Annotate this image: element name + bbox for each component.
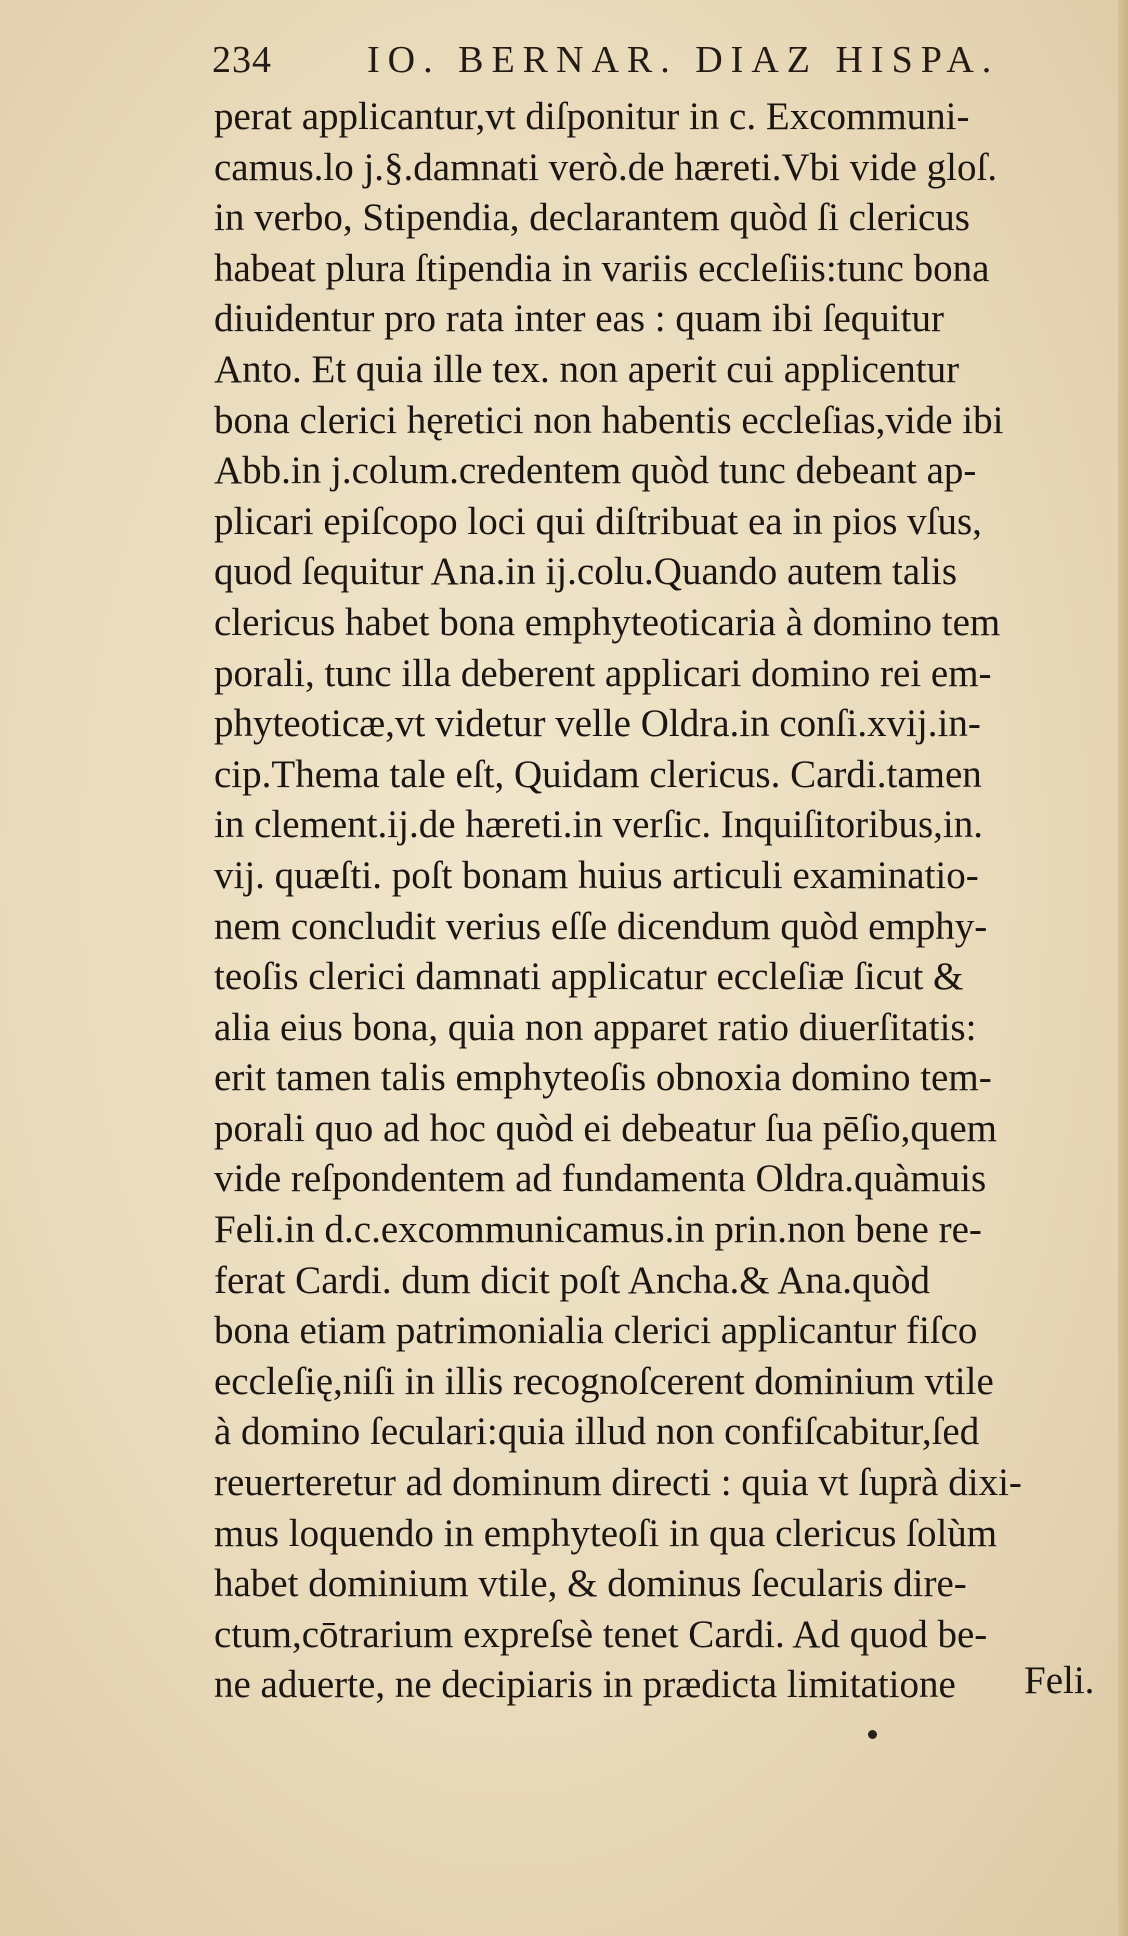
text-line: Anto. Et quia ille tex. non aperit cui applicentur [214, 347, 960, 391]
text-line: eccleſię,niſi in illis recognoſcerent dominium vtile [214, 1359, 994, 1403]
ink-dot [868, 1730, 877, 1739]
text-line: vij. quæſti. poſt bonam huius articuli examinatio- [214, 853, 979, 897]
catchword: Feli. [1024, 1659, 1095, 1702]
page-edge [1118, 0, 1128, 1936]
text-line: bona etiam patrimonialia clerici applicantur fiſco [214, 1309, 978, 1353]
page-number: 234 [212, 39, 272, 81]
text-line: bona clerici hęretici non habentis eccleſias,vide ibi [214, 398, 1004, 442]
text-line: porali quo ad hoc quòd ei debeatur ſua pēſio,quem [214, 1106, 998, 1150]
text-line: Feli.in d.c.excommunicamus.in prin.non bene re- [214, 1208, 982, 1252]
text-line: diuidentur pro rata inter eas : quam ibi ſequitur [214, 297, 944, 341]
page-header [212, 38, 1092, 98]
text-line: in clement.ij.de hæreti.in verſic. Inquiſitoribus,in. [214, 803, 984, 847]
text-line: teoſis clerici damnati applicatur eccleſiæ ſicut & [214, 955, 964, 999]
text-line: erit tamen talis emphyteoſis obnoxia domino tem- [214, 1056, 992, 1100]
text-line: clericus habet bona emphyteoticaria à domino tem [214, 600, 1001, 644]
text-line: plicari epiſcopo loci qui diſtribuat ea in pios vſus, [214, 499, 982, 543]
text-line: mus loquendo in emphyteoſi in qua clericus ſolùm [214, 1511, 998, 1555]
text-line: cip.Thema tale eſt, Quidam clericus. Cardi.tamen [214, 752, 982, 796]
text-line: camus.lo j.§.damnati verò.de hæreti.Vbi vide gloſ. [214, 145, 998, 189]
running-head: IO. BERNAR. DIAZ HISPA. [367, 39, 1000, 81]
text-line: Abb.in j.colum.credentem quòd tunc debeant ap- [214, 449, 977, 493]
text-line: porali, tunc illa deberent applicari domino rei em- [214, 651, 992, 695]
text-line: alia eius bona, quia non apparet ratio diuerſitatis: [214, 1005, 977, 1049]
text-line: phyteoticæ,vt videtur velle Oldra.in conſi.xvij.in- [214, 702, 981, 746]
text-line: habet dominium vtile, & dominus ſecularis dire- [214, 1562, 967, 1606]
text-line: perat applicantur,vt diſponitur in c. Excommuni- [214, 95, 970, 138]
text-line: à domino ſeculari:quia illud non confiſcabitur,ſed [214, 1410, 980, 1454]
text-line: ctum,cōtrarium expreſsè tenet Cardi. Ad quod be- [214, 1612, 988, 1656]
text-line: reuerteretur ad dominum directi : quia vt ſuprà dixi- [214, 1461, 1022, 1505]
text-line: habeat plura ſtipendia in variis eccleſiis:tunc bona [214, 246, 990, 290]
text-line: vide reſpondentem ad fundamenta Oldra.quàmuis [214, 1157, 987, 1201]
text-line: quod ſequitur Ana.in ij.colu.Quando autem talis [214, 550, 958, 594]
text-line: ferat Cardi. dum dicit poſt Ancha.& Ana.quòd [214, 1258, 930, 1302]
body-text [214, 92, 1114, 1711]
text-line: in verbo, Stipendia, declarantem quòd ſi clericus [214, 196, 970, 240]
text-line: ne aduerte, ne decipiaris in prædicta limitatione [214, 1663, 956, 1707]
text-line: nem concludit verius eſſe dicendum quòd emphy- [214, 904, 988, 948]
